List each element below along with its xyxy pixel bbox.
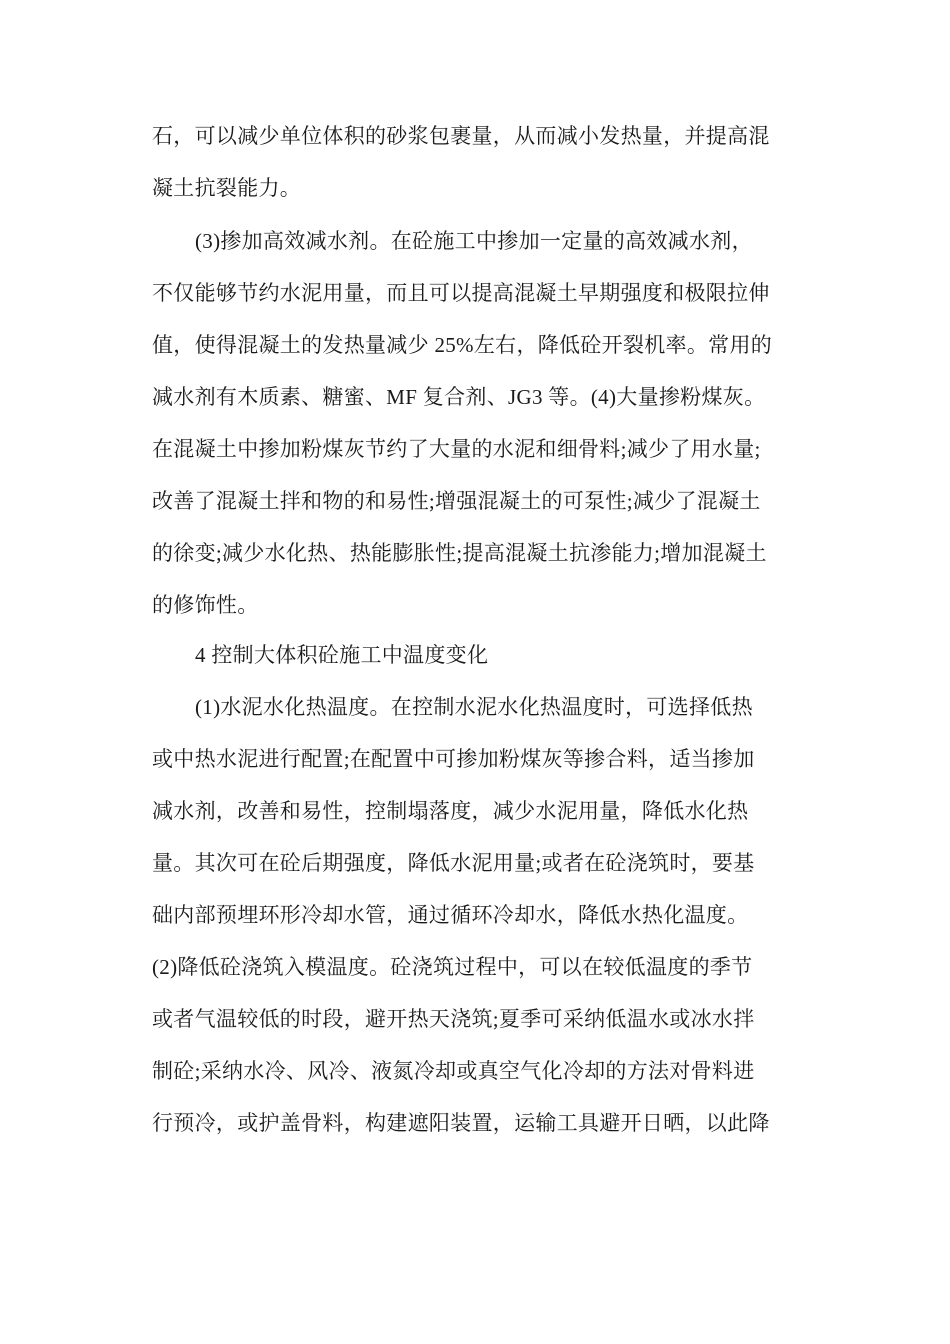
text-line: (2)降低砼浇筑入模温度。砼浇筑过程中，可以在较低温度的季节 bbox=[152, 955, 753, 979]
text-line: 在混凝土中掺加粉煤灰节约了大量的水泥和细骨料;减少了用水量; bbox=[152, 437, 761, 461]
text-line: 改善了混凝土拌和物的和易性;增强混凝土的可泵性;减少了混凝土 bbox=[152, 489, 761, 513]
text-line: 石，可以减少单位体积的砂浆包裹量，从而减小发热量，并提高混 bbox=[152, 124, 770, 148]
text-line: 制砼;采纳水冷、风冷、液氮冷却或真空气化冷却的方法对骨料进 bbox=[152, 1059, 755, 1083]
section-heading: 4 控制大体积砼施工中温度变化 bbox=[195, 643, 489, 667]
text-line: 值，使得混凝土的发热量减少 25%左右，降低砼开裂机率。常用的 bbox=[152, 333, 773, 357]
paragraph-start-line: (1)水泥水化热温度。在控制水泥水化热温度时，可选择低热 bbox=[195, 695, 753, 719]
text-line: 或中热水泥进行配置;在配置中可掺加粉煤灰等掺合料，适当掺加 bbox=[152, 747, 755, 771]
text-line: 减水剂有木质素、糖蜜、MF 复合剂、JG3 等。(4)大量掺粉煤灰。 bbox=[152, 385, 766, 409]
paragraph-start-line: (3)掺加高效减水剂。在砼施工中掺加一定量的高效减水剂， bbox=[195, 229, 753, 253]
text-line: 行预冷，或护盖骨料，构建遮阳装置，运输工具避开日晒，以此降 bbox=[152, 1111, 770, 1135]
text-line: 础内部预埋环形冷却水管，通过循环冷却水，降低水热化温度。 bbox=[152, 903, 749, 927]
text-line: 不仅能够节约水泥用量，而且可以提高混凝土早期强度和极限拉伸 bbox=[152, 281, 770, 305]
text-line: 减水剂，改善和易性，控制塌落度，减少水泥用量，降低水化热 bbox=[152, 799, 749, 823]
text-line: 的修饰性。 bbox=[152, 593, 259, 617]
text-line: 的徐变;减少水化热、热能膨胀性;提高混凝土抗渗能力;增加混凝土 bbox=[152, 541, 767, 565]
text-line: 或者气温较低的时段，避开热天浇筑;夏季可采纳低温水或冰水拌 bbox=[152, 1007, 755, 1031]
text-line: 凝土抗裂能力。 bbox=[152, 176, 302, 200]
text-line: 量。其次可在砼后期强度，降低水泥用量;或者在砼浇筑时，要基 bbox=[152, 851, 755, 875]
